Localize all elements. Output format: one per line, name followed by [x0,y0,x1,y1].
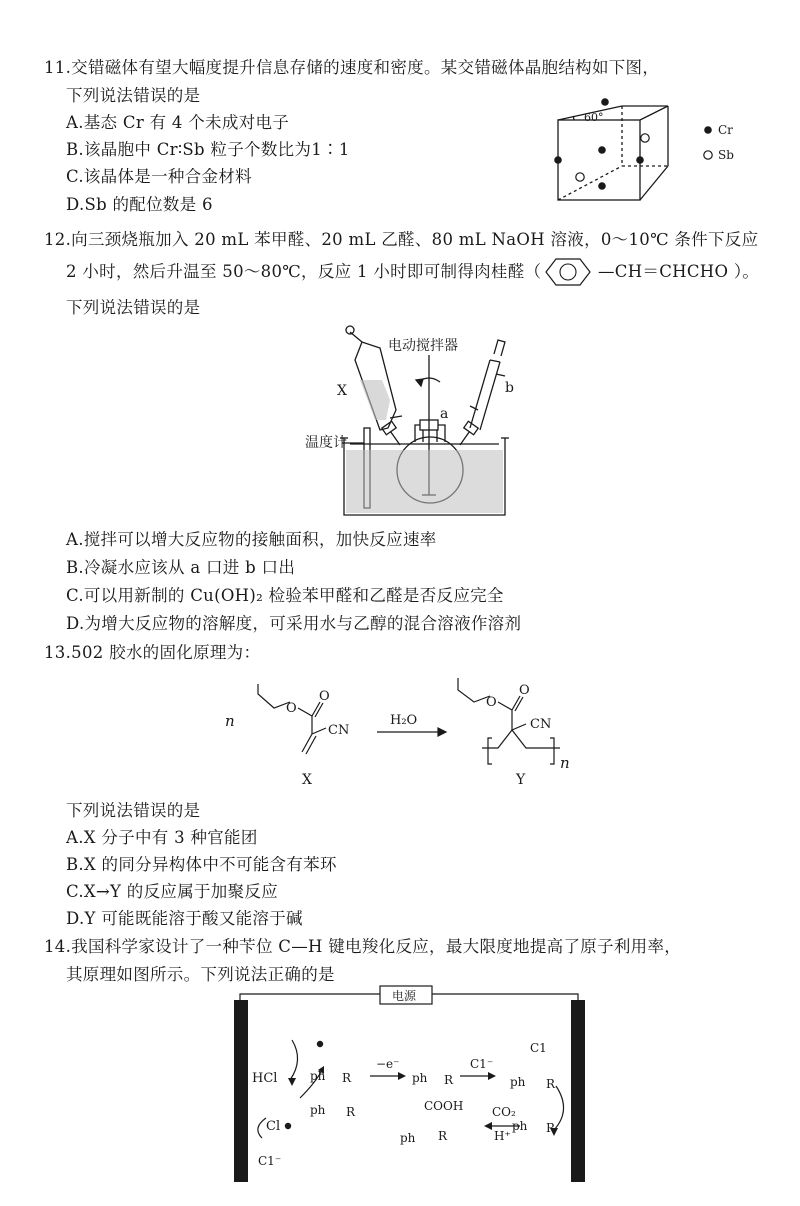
q12-option-b: B.冷凝水应该从 a 口进 b 口出 [66,558,296,577]
q13-y-label: Y [516,772,526,788]
q14-ph4: ph [512,1119,528,1133]
q11-option-c: C.该晶体是一种合金材料 [66,167,252,186]
q11-legend-cr: Cr [718,123,733,137]
q13-option-b: B.X 的同分异构体中不可能含有苯环 [66,855,337,874]
q13-n-right: n [560,754,570,772]
q12-option-d: D.为增大反应物的溶解度，可采用水与乙醇的混合溶液作溶剂 [66,614,522,633]
q14-r4: R [546,1121,556,1135]
q11-legend-sb: Sb [718,148,734,162]
q13-x-label: X [302,772,312,788]
q14-r1: R [342,1071,352,1085]
q13-stem-line1: 13.502 胶水的固化原理为： [44,643,261,662]
q12-option-a: A.搅拌可以增大反应物的接触面积，加快反应速率 [66,530,437,549]
benzene-ring-icon [538,256,598,288]
q12-a-label: a [440,406,449,422]
sb-legend-dot [704,151,712,159]
q13-option-c: C.X→Y 的反应属于加聚反应 [66,882,278,901]
q12-x-label: X [337,383,347,399]
q13-o4: O [519,683,530,698]
q13-o3: O [486,695,497,710]
q13-o1: O [286,701,297,716]
q14-ph-substrate: ph [310,1103,326,1117]
q12-thermometer-label: 温度计 [305,435,347,451]
q14-cooh: COOH [424,1099,464,1113]
cr-legend-dot [704,126,712,134]
q13-arrow-label: H₂O [390,713,418,728]
q11-option-b: B.该晶胞中 Cr∶Sb 粒子个数比为1∶1 [66,140,350,159]
q14-r3: R [546,1077,556,1091]
q11-crystal-cell-figure [540,92,770,207]
q14-cl-minus2: C1⁻ [470,1057,494,1071]
q13-o2: O [319,689,330,704]
q11-option-d: D.Sb 的配位数是 6 [66,195,213,214]
q14-cl-minus: C1⁻ [258,1154,282,1168]
q13-stem-line2: 下列说法错误的是 [66,801,201,820]
q12-apparatus-figure [300,320,515,520]
q14-cl-radical: Cl [266,1119,281,1134]
q14-ph5: ph [400,1131,416,1145]
q13-n-left: n [225,712,235,730]
q12-stem-line1: 12.向三颈烧瓶加入 20 mL 苯甲醛、20 mL 乙醛、80 mL NaOH 溶液，0～10℃ 条件下反应 [44,230,759,249]
q13-cn: CN [328,723,350,738]
q14-ph2: ph [412,1071,428,1085]
q14-r5: R [438,1129,448,1143]
q14-hcl: HCl [252,1071,278,1086]
q14-power-label: 电源 [392,989,417,1003]
q14-ph3: ph [510,1075,526,1089]
q14-minus-e: −e⁻ [376,1057,400,1071]
q13-reaction-figure [220,668,610,793]
q12-stem-line2b: —CH＝CHCHO ）。 [598,262,760,281]
q12-stirrer-label: 电动搅拌器 [388,338,458,354]
q12-option-c: C.可以用新制的 Cu(OH)₂ 检验苯甲醛和乙醛是否反应完全 [66,586,504,605]
q11-stem-line2: 下列说法错误的是 [66,86,201,105]
q14-stem-line1: 14.我国科学家设计了一种苄位 C—H 键电羧化反应，最大限度地提高了原子利用率， [44,937,682,956]
q14-stem-line2: 其原理如图所示。下列说法正确的是 [66,965,335,984]
q14-r2: R [444,1073,454,1087]
q12-stem-line3: 下列说法错误的是 [66,298,201,317]
q12-b-label: b [505,380,514,396]
q11-option-a: A.基态 Cr 有 4 个未成对电子 [66,113,290,132]
q14-ph1: ph [310,1069,326,1083]
q14-electrolysis-figure [230,990,590,1185]
q12-stem-line2a: 2 小时，然后升温至 50～80℃，反应 1 小时即可制得肉桂醛（ [66,262,542,281]
q14-hplus: H⁺ [494,1129,511,1143]
q14-cl-top: C1 [530,1041,547,1055]
q14-co2: CO₂ [492,1105,516,1119]
q13-option-d: D.Y 可能既能溶于酸又能溶于碱 [66,909,303,928]
q13-option-a: A.X 分子中有 3 种官能团 [66,828,258,847]
q11-angle-label: 60° [584,111,604,124]
q11-stem-line1: 11.交错磁体有望大幅度提升信息存储的速度和密度。某交错磁体晶胞结构如下图， [44,58,660,77]
q13-cn2: CN [530,717,552,732]
q14-r-substrate: R [346,1105,356,1119]
